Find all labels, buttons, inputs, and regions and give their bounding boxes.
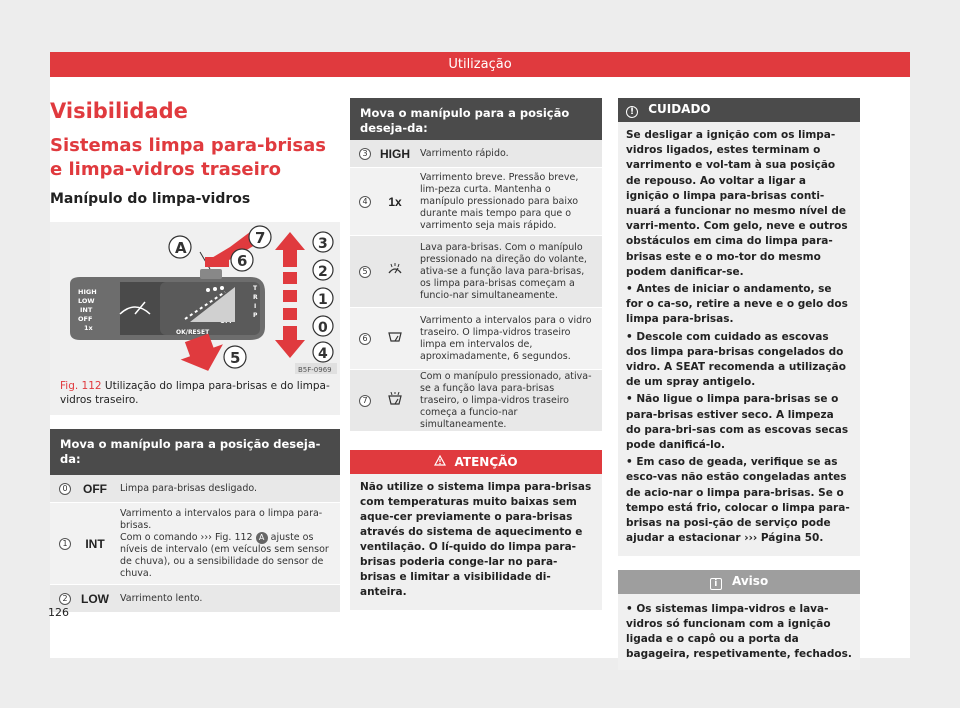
rear-wiper-icon <box>380 330 410 347</box>
table-row <box>50 585 340 613</box>
callout-2: 2 <box>318 264 328 280</box>
position-number: 6 <box>359 333 371 345</box>
info-circle-icon: ! <box>626 106 638 118</box>
left-column <box>50 98 340 613</box>
figure-caption <box>50 377 340 415</box>
callout-6: 6 <box>237 252 248 270</box>
warning-text: Não utilize o sistema limpa para-brisas com temperaturas muito baixas sem aque-cer previamente o para-brisas através do sistema de aquecimento e ventilação. O lí-quido do limpa para-brisas poderia conge-lar no para-brisas e limitar a visibilidade di-anteira. <box>360 481 592 598</box>
switch-label-high: HIGH <box>78 288 97 296</box>
position-description-b: Com o comando ››› Fig. 112 <box>120 531 253 543</box>
note-text: • Os sistemas limpa-vidros e lava-vidros só funcionam com a ignição ligada e o capô ou a porta da bagageira, respetivamente, fechados. <box>626 603 852 661</box>
caution-box <box>618 98 860 556</box>
position-symbol: OFF <box>83 481 107 496</box>
svg-text:T: T <box>253 285 258 292</box>
position-description: Varrimento a intervalos para o vidro traseiro. O limpa-vidros traseiro limpa em intervalos de, aproximadamente, 6 segundos. <box>420 314 592 362</box>
caution-paragraph: Se desligar a ignição com os limpa-vidros ligados, estes terminam o varrimento e vol-tam à sua posição de repouso. Ao voltar a ligar a ignição o limpa para-brisas conti-nuará a funcionar no mesmo nível de varri-mento. Com gelo, neve e outros obstáculos em cima do limpa para-brisas este e o mo-tor do mesmo podem danificar-se. <box>626 129 848 278</box>
right-column <box>618 98 860 670</box>
rear-washer-icon <box>380 392 410 409</box>
caution-paragraph: • Não ligue o limpa para-brisas se o para-brisas estiver seco. A limpeza do para-bri-sas com as escovas secas pode danificá-lo. <box>626 393 849 452</box>
figure-caption-text: Utilização do limpa para-brisas e do limpa-vidros traseiro. <box>60 380 330 406</box>
callout-5: 5 <box>230 349 241 367</box>
callout-0: 0 <box>318 320 328 336</box>
page-number: 126 <box>48 606 69 619</box>
position-description: Varrimento lento. <box>120 592 203 604</box>
callout-ref: A <box>256 532 268 544</box>
switch-label-low: LOW <box>78 297 95 305</box>
middle-column <box>350 98 602 610</box>
table-row <box>350 168 602 236</box>
switch-label-int: INT <box>80 306 93 314</box>
position-description: Lava para-brisas. Com o manípulo pressionado na direção do volante, ativa-se a função lava para-brisas, os limpa para-brisas começam a funcio-nar simultaneamente. <box>420 241 587 301</box>
positions-table-2 <box>350 98 602 432</box>
table-row <box>350 236 602 308</box>
callout-4: 4 <box>318 346 328 362</box>
table-row <box>50 503 340 585</box>
warning-title: ATENÇÃO <box>454 455 518 469</box>
subsection-title: Manípulo do limpa-vidros <box>50 191 251 207</box>
warning-triangle-icon <box>434 455 446 469</box>
svg-text:R: R <box>253 294 258 301</box>
warning-box <box>350 450 602 610</box>
wiper-stalk-illustration <box>50 222 340 377</box>
caution-paragraph: • Descole com cuidado as escovas dos limpa para-brisas congelados do vidro. A SEAT recomenda a utilização de um spray antigelo. <box>626 330 846 389</box>
callout-7: 7 <box>255 229 266 247</box>
position-description-a: Varrimento a intervalos para o limpa para-brisas. <box>120 507 323 531</box>
windshield-washer-icon <box>380 263 410 280</box>
position-description: Com o manípulo pressionado, ativa-se a função lava para-brisas traseiro, o limpa-vidros traseiro começa a funcio-nar simultaneamente. <box>420 370 592 430</box>
position-description: Limpa para-brisas desligado. <box>120 482 258 494</box>
svg-text:I: I <box>254 303 257 310</box>
svg-text:P: P <box>253 312 258 319</box>
table1-header: Mova o manípulo para a posição deseja-da: <box>50 429 340 475</box>
caution-header <box>618 98 860 122</box>
section-title: Visibilidade <box>50 99 188 123</box>
caution-paragraph: • Antes de iniciar o andamento, se for o ca-so, retire a neve e o gelo dos limpa para-brisas. <box>626 283 848 326</box>
warning-header <box>350 450 602 474</box>
table2-header: Mova o manípulo para a posição deseja-da: <box>350 98 602 140</box>
caution-body <box>618 122 860 556</box>
table-row <box>350 370 602 432</box>
positions-table-1 <box>50 429 340 613</box>
position-number: 0 <box>59 483 71 495</box>
position-number: 7 <box>359 395 371 407</box>
position-description-c: ajuste os níveis de intervalo (em veículos sem sensor de chuva), ou a sensibilidade do sensor de chuva. <box>120 531 329 579</box>
chapter-header: Utilização <box>50 52 910 77</box>
position-symbol: INT <box>85 536 105 551</box>
caution-title: CUIDADO <box>648 102 711 116</box>
position-symbol: 1x <box>388 194 402 209</box>
info-icon: i <box>710 578 722 590</box>
wiper-stalk-figure <box>50 222 340 377</box>
note-header <box>618 570 860 594</box>
switch-label-1x: 1x <box>84 324 93 332</box>
position-number: 3 <box>359 148 371 160</box>
position-number: 2 <box>59 593 71 605</box>
table-row <box>350 308 602 370</box>
caution-paragraph: • Em caso de geada, verifique se as esco-vas não estão congeladas antes de acio-nar o limpa para-brisas. Se o tempo está frio, colocar o limpa para-brisas na posi-ção de serviço pode ajudar a estacionar ››› Página 50. <box>626 456 850 545</box>
note-box <box>618 570 860 670</box>
callout-3: 3 <box>318 236 328 252</box>
section-subtitle: Sistemas limpa para-brisas e limpa-vidros traseiro <box>50 135 326 180</box>
figure-number: Fig. 112 <box>60 380 102 392</box>
reset-label: OK/RESET <box>176 329 210 336</box>
figure-ref: B5F-0969 <box>298 366 332 374</box>
table-row <box>350 140 602 168</box>
position-symbol: HIGH <box>380 146 410 161</box>
callout-1: 1 <box>318 292 328 308</box>
position-symbol: LOW <box>81 591 109 606</box>
position-number: 5 <box>359 266 371 278</box>
position-description <box>110 504 340 584</box>
position-description: Varrimento rápido. <box>420 147 509 159</box>
note-title: Aviso <box>732 574 769 589</box>
position-number: 4 <box>359 196 371 208</box>
callout-A: A <box>175 239 187 257</box>
switch-label-off: OFF <box>78 315 93 323</box>
position-description: Varrimento breve. Pressão breve, lim-peza curta. Mantenha o manípulo pressionado para baixo durante mais tempo para que o varrimento seja mais rápido. <box>420 171 579 231</box>
position-number: 1 <box>59 538 71 550</box>
table-row <box>50 475 340 503</box>
